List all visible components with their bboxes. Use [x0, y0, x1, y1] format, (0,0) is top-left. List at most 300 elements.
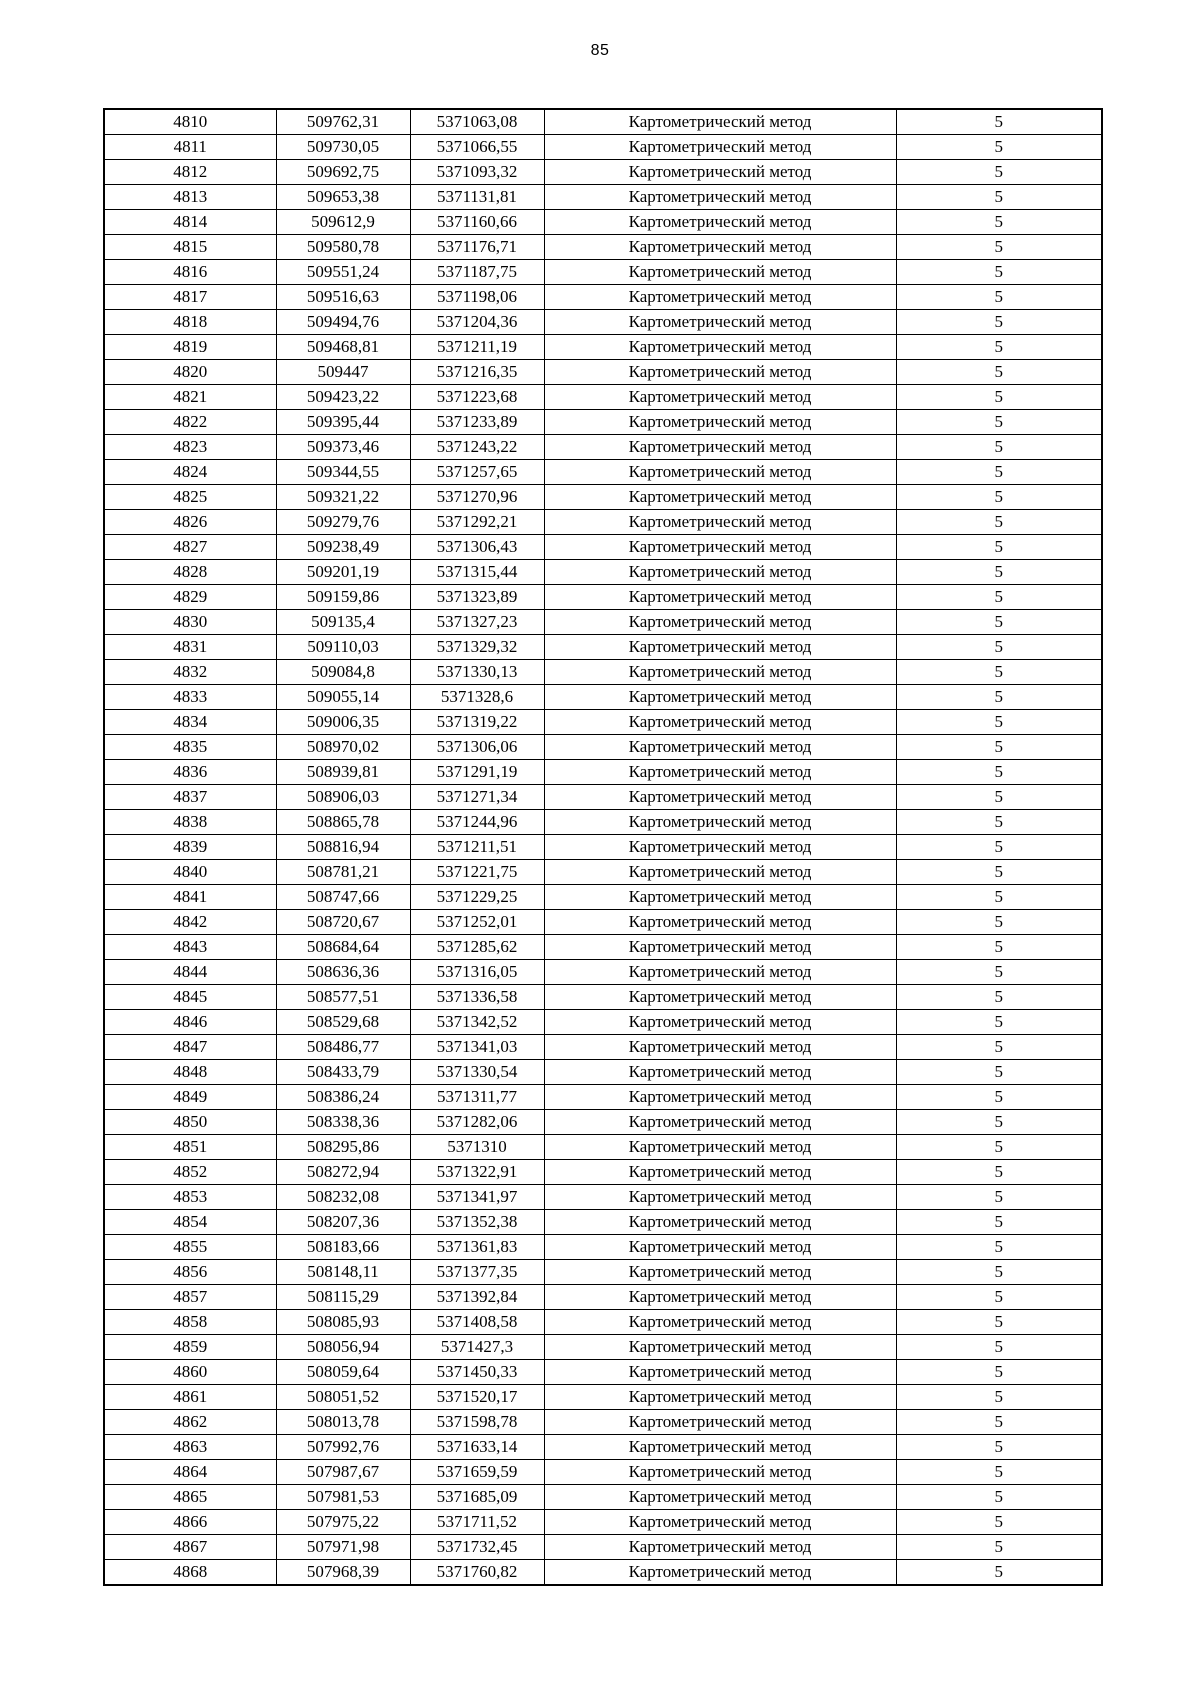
accuracy-cell: 5	[896, 410, 1102, 435]
accuracy-cell: 5	[896, 210, 1102, 235]
method-cell: Картометрический метод	[544, 860, 896, 885]
y-coordinate-cell: 5371306,06	[410, 735, 544, 760]
method-cell: Картометрический метод	[544, 660, 896, 685]
y-coordinate-cell: 5371131,81	[410, 185, 544, 210]
point-number-cell: 4830	[104, 610, 276, 635]
method-cell: Картометрический метод	[544, 235, 896, 260]
accuracy-cell: 5	[896, 735, 1102, 760]
x-coordinate-cell: 508272,94	[276, 1160, 410, 1185]
point-number-cell: 4838	[104, 810, 276, 835]
y-coordinate-cell: 5371292,21	[410, 510, 544, 535]
table-row	[104, 1560, 1102, 1586]
method-cell: Картометрический метод	[544, 1060, 896, 1085]
table-row	[104, 285, 1102, 310]
method-cell: Картометрический метод	[544, 985, 896, 1010]
table-row	[104, 1310, 1102, 1335]
accuracy-cell: 5	[896, 335, 1102, 360]
y-coordinate-cell: 5371229,25	[410, 885, 544, 910]
accuracy-cell: 5	[896, 1535, 1102, 1560]
accuracy-cell: 5	[896, 360, 1102, 385]
x-coordinate-cell: 509321,22	[276, 485, 410, 510]
point-number-cell: 4821	[104, 385, 276, 410]
table-row	[104, 560, 1102, 585]
y-coordinate-cell: 5371093,32	[410, 160, 544, 185]
x-coordinate-cell: 508636,36	[276, 960, 410, 985]
table-row	[104, 1060, 1102, 1085]
y-coordinate-cell: 5371392,84	[410, 1285, 544, 1310]
method-cell: Картометрический метод	[544, 1385, 896, 1410]
x-coordinate-cell: 509423,22	[276, 385, 410, 410]
method-cell: Картометрический метод	[544, 410, 896, 435]
method-cell: Картометрический метод	[544, 210, 896, 235]
y-coordinate-cell: 5371760,82	[410, 1560, 544, 1586]
x-coordinate-cell: 508085,93	[276, 1310, 410, 1335]
point-number-cell: 4864	[104, 1460, 276, 1485]
method-cell: Картометрический метод	[544, 835, 896, 860]
x-coordinate-cell: 508013,78	[276, 1410, 410, 1435]
accuracy-cell: 5	[896, 1310, 1102, 1335]
point-number-cell: 4832	[104, 660, 276, 685]
method-cell: Картометрический метод	[544, 1210, 896, 1235]
method-cell: Картометрический метод	[544, 1135, 896, 1160]
y-coordinate-cell: 5371427,3	[410, 1335, 544, 1360]
table-row	[104, 185, 1102, 210]
accuracy-cell: 5	[896, 510, 1102, 535]
y-coordinate-cell: 5371198,06	[410, 285, 544, 310]
point-number-cell: 4837	[104, 785, 276, 810]
point-number-cell: 4847	[104, 1035, 276, 1060]
y-coordinate-cell: 5371711,52	[410, 1510, 544, 1535]
x-coordinate-cell: 509055,14	[276, 685, 410, 710]
method-cell: Картометрический метод	[544, 1435, 896, 1460]
accuracy-cell: 5	[896, 610, 1102, 635]
point-number-cell: 4867	[104, 1535, 276, 1560]
accuracy-cell: 5	[896, 1185, 1102, 1210]
y-coordinate-cell: 5371685,09	[410, 1485, 544, 1510]
method-cell: Картометрический метод	[544, 1010, 896, 1035]
accuracy-cell: 5	[896, 1160, 1102, 1185]
point-number-cell: 4866	[104, 1510, 276, 1535]
method-cell: Картометрический метод	[544, 1535, 896, 1560]
x-coordinate-cell: 509447	[276, 360, 410, 385]
table-row	[104, 1185, 1102, 1210]
x-coordinate-cell: 509135,4	[276, 610, 410, 635]
accuracy-cell: 5	[896, 835, 1102, 860]
table-row	[104, 710, 1102, 735]
y-coordinate-cell: 5371285,62	[410, 935, 544, 960]
point-number-cell: 4829	[104, 585, 276, 610]
y-coordinate-cell: 5371257,65	[410, 460, 544, 485]
y-coordinate-cell: 5371063,08	[410, 109, 544, 135]
y-coordinate-cell: 5371187,75	[410, 260, 544, 285]
point-number-cell: 4811	[104, 135, 276, 160]
method-cell: Картометрический метод	[544, 935, 896, 960]
method-cell: Картометрический метод	[544, 585, 896, 610]
y-coordinate-cell: 5371252,01	[410, 910, 544, 935]
table-row	[104, 1260, 1102, 1285]
accuracy-cell: 5	[896, 1435, 1102, 1460]
table-row	[104, 535, 1102, 560]
y-coordinate-cell: 5371633,14	[410, 1435, 544, 1460]
accuracy-cell: 5	[896, 560, 1102, 585]
x-coordinate-cell: 507981,53	[276, 1485, 410, 1510]
x-coordinate-cell: 509551,24	[276, 260, 410, 285]
point-number-cell: 4848	[104, 1060, 276, 1085]
y-coordinate-cell: 5371408,58	[410, 1310, 544, 1335]
method-cell: Картометрический метод	[544, 510, 896, 535]
point-number-cell: 4815	[104, 235, 276, 260]
y-coordinate-cell: 5371330,13	[410, 660, 544, 685]
table-row	[104, 860, 1102, 885]
table-row	[104, 685, 1102, 710]
table-row	[104, 1485, 1102, 1510]
method-cell: Картометрический метод	[544, 485, 896, 510]
table-row	[104, 1110, 1102, 1135]
x-coordinate-cell: 509692,75	[276, 160, 410, 185]
point-number-cell: 4818	[104, 310, 276, 335]
point-number-cell: 4824	[104, 460, 276, 485]
table-row	[104, 635, 1102, 660]
accuracy-cell: 5	[896, 285, 1102, 310]
point-number-cell: 4855	[104, 1235, 276, 1260]
point-number-cell: 4831	[104, 635, 276, 660]
table-row	[104, 1160, 1102, 1185]
table-row	[104, 1035, 1102, 1060]
point-number-cell: 4841	[104, 885, 276, 910]
accuracy-cell: 5	[896, 1210, 1102, 1235]
table-row	[104, 885, 1102, 910]
point-number-cell: 4827	[104, 535, 276, 560]
coordinates-table	[103, 108, 1103, 1586]
x-coordinate-cell: 508183,66	[276, 1235, 410, 1260]
point-number-cell: 4850	[104, 1110, 276, 1135]
accuracy-cell: 5	[896, 935, 1102, 960]
x-coordinate-cell: 508295,86	[276, 1135, 410, 1160]
method-cell: Картометрический метод	[544, 560, 896, 585]
table-row	[104, 760, 1102, 785]
method-cell: Картометрический метод	[544, 1460, 896, 1485]
y-coordinate-cell: 5371732,45	[410, 1535, 544, 1560]
method-cell: Картометрический метод	[544, 1360, 896, 1385]
method-cell: Картометрический метод	[544, 1485, 896, 1510]
x-coordinate-cell: 509580,78	[276, 235, 410, 260]
accuracy-cell: 5	[896, 1485, 1102, 1510]
x-coordinate-cell: 508684,64	[276, 935, 410, 960]
x-coordinate-cell: 509201,19	[276, 560, 410, 585]
y-coordinate-cell: 5371598,78	[410, 1410, 544, 1435]
point-number-cell: 4814	[104, 210, 276, 235]
table-row	[104, 985, 1102, 1010]
accuracy-cell: 5	[896, 1110, 1102, 1135]
y-coordinate-cell: 5371216,35	[410, 360, 544, 385]
point-number-cell: 4836	[104, 760, 276, 785]
point-number-cell: 4816	[104, 260, 276, 285]
method-cell: Картометрический метод	[544, 1160, 896, 1185]
method-cell: Картометрический метод	[544, 1510, 896, 1535]
table-row	[104, 785, 1102, 810]
accuracy-cell: 5	[896, 1410, 1102, 1435]
table-row	[104, 1335, 1102, 1360]
accuracy-cell: 5	[896, 660, 1102, 685]
method-cell: Картометрический метод	[544, 260, 896, 285]
table-row	[104, 360, 1102, 385]
point-number-cell: 4852	[104, 1160, 276, 1185]
accuracy-cell: 5	[896, 460, 1102, 485]
accuracy-cell: 5	[896, 585, 1102, 610]
table-row	[104, 1435, 1102, 1460]
method-cell: Картометрический метод	[544, 109, 896, 135]
method-cell: Картометрический метод	[544, 535, 896, 560]
table-row	[104, 1360, 1102, 1385]
x-coordinate-cell: 508051,52	[276, 1385, 410, 1410]
method-cell: Картометрический метод	[544, 160, 896, 185]
x-coordinate-cell: 509110,03	[276, 635, 410, 660]
point-number-cell: 4825	[104, 485, 276, 510]
accuracy-cell: 5	[896, 760, 1102, 785]
accuracy-cell: 5	[896, 785, 1102, 810]
method-cell: Картометрический метод	[544, 385, 896, 410]
y-coordinate-cell: 5371291,19	[410, 760, 544, 785]
table-row	[104, 210, 1102, 235]
y-coordinate-cell: 5371341,97	[410, 1185, 544, 1210]
point-number-cell: 4853	[104, 1185, 276, 1210]
point-number-cell: 4868	[104, 1560, 276, 1586]
y-coordinate-cell: 5371328,6	[410, 685, 544, 710]
x-coordinate-cell: 508970,02	[276, 735, 410, 760]
point-number-cell: 4810	[104, 109, 276, 135]
point-number-cell: 4819	[104, 335, 276, 360]
table-row	[104, 260, 1102, 285]
table-row	[104, 1235, 1102, 1260]
y-coordinate-cell: 5371160,66	[410, 210, 544, 235]
y-coordinate-cell: 5371211,19	[410, 335, 544, 360]
method-cell: Картометрический метод	[544, 135, 896, 160]
method-cell: Картометрический метод	[544, 1185, 896, 1210]
y-coordinate-cell: 5371336,58	[410, 985, 544, 1010]
accuracy-cell: 5	[896, 310, 1102, 335]
point-number-cell: 4812	[104, 160, 276, 185]
x-coordinate-cell: 509612,9	[276, 210, 410, 235]
table-row	[104, 1210, 1102, 1235]
accuracy-cell: 5	[896, 1460, 1102, 1485]
y-coordinate-cell: 5371066,55	[410, 135, 544, 160]
table-row	[104, 585, 1102, 610]
accuracy-cell: 5	[896, 1035, 1102, 1060]
table-row	[104, 1535, 1102, 1560]
method-cell: Картометрический метод	[544, 1335, 896, 1360]
x-coordinate-cell: 509730,05	[276, 135, 410, 160]
accuracy-cell: 5	[896, 960, 1102, 985]
table-row	[104, 109, 1102, 135]
x-coordinate-cell: 508386,24	[276, 1085, 410, 1110]
point-number-cell: 4846	[104, 1010, 276, 1035]
x-coordinate-cell: 509159,86	[276, 585, 410, 610]
method-cell: Картометрический метод	[544, 710, 896, 735]
method-cell: Картометрический метод	[544, 910, 896, 935]
method-cell: Картометрический метод	[544, 760, 896, 785]
y-coordinate-cell: 5371223,68	[410, 385, 544, 410]
x-coordinate-cell: 509344,55	[276, 460, 410, 485]
x-coordinate-cell: 508781,21	[276, 860, 410, 885]
point-number-cell: 4858	[104, 1310, 276, 1335]
y-coordinate-cell: 5371342,52	[410, 1010, 544, 1035]
method-cell: Картометрический метод	[544, 1110, 896, 1135]
point-number-cell: 4822	[104, 410, 276, 435]
x-coordinate-cell: 507971,98	[276, 1535, 410, 1560]
table-row	[104, 310, 1102, 335]
method-cell: Картометрический метод	[544, 885, 896, 910]
x-coordinate-cell: 508115,29	[276, 1285, 410, 1310]
y-coordinate-cell: 5371233,89	[410, 410, 544, 435]
accuracy-cell: 5	[896, 1335, 1102, 1360]
point-number-cell: 4845	[104, 985, 276, 1010]
accuracy-cell: 5	[896, 1560, 1102, 1586]
y-coordinate-cell: 5371327,23	[410, 610, 544, 635]
method-cell: Картометрический метод	[544, 960, 896, 985]
page-number: 85	[590, 42, 610, 59]
table-row	[104, 910, 1102, 935]
y-coordinate-cell: 5371323,89	[410, 585, 544, 610]
x-coordinate-cell: 508906,03	[276, 785, 410, 810]
point-number-cell: 4865	[104, 1485, 276, 1510]
method-cell: Картометрический метод	[544, 360, 896, 385]
x-coordinate-cell: 508865,78	[276, 810, 410, 835]
accuracy-cell: 5	[896, 1010, 1102, 1035]
method-cell: Картометрический метод	[544, 1235, 896, 1260]
y-coordinate-cell: 5371322,91	[410, 1160, 544, 1185]
y-coordinate-cell: 5371361,83	[410, 1235, 544, 1260]
x-coordinate-cell: 508207,36	[276, 1210, 410, 1235]
method-cell: Картометрический метод	[544, 1560, 896, 1586]
method-cell: Картометрический метод	[544, 1310, 896, 1335]
method-cell: Картометрический метод	[544, 735, 896, 760]
point-number-cell: 4826	[104, 510, 276, 535]
x-coordinate-cell: 509279,76	[276, 510, 410, 535]
table-row	[104, 1010, 1102, 1035]
y-coordinate-cell: 5371319,22	[410, 710, 544, 735]
y-coordinate-cell: 5371377,35	[410, 1260, 544, 1285]
point-number-cell: 4840	[104, 860, 276, 885]
x-coordinate-cell: 508433,79	[276, 1060, 410, 1085]
accuracy-cell: 5	[896, 1085, 1102, 1110]
accuracy-cell: 5	[896, 1060, 1102, 1085]
accuracy-cell: 5	[896, 160, 1102, 185]
x-coordinate-cell: 509395,44	[276, 410, 410, 435]
point-number-cell: 4856	[104, 1260, 276, 1285]
table-row	[104, 1460, 1102, 1485]
table-row	[104, 960, 1102, 985]
y-coordinate-cell: 5371271,34	[410, 785, 544, 810]
point-number-cell: 4844	[104, 960, 276, 985]
method-cell: Картометрический метод	[544, 635, 896, 660]
method-cell: Картометрический метод	[544, 785, 896, 810]
table-row	[104, 810, 1102, 835]
table-row	[104, 935, 1102, 960]
x-coordinate-cell: 507987,67	[276, 1460, 410, 1485]
x-coordinate-cell: 509516,63	[276, 285, 410, 310]
table-row	[104, 1385, 1102, 1410]
x-coordinate-cell: 507968,39	[276, 1560, 410, 1586]
point-number-cell: 4817	[104, 285, 276, 310]
point-number-cell: 4859	[104, 1335, 276, 1360]
accuracy-cell: 5	[896, 1510, 1102, 1535]
method-cell: Картометрический метод	[544, 185, 896, 210]
y-coordinate-cell: 5371310	[410, 1135, 544, 1160]
x-coordinate-cell: 508577,51	[276, 985, 410, 1010]
y-coordinate-cell: 5371311,77	[410, 1085, 544, 1110]
x-coordinate-cell: 508529,68	[276, 1010, 410, 1035]
method-cell: Картометрический метод	[544, 1035, 896, 1060]
point-number-cell: 4839	[104, 835, 276, 860]
accuracy-cell: 5	[896, 635, 1102, 660]
accuracy-cell: 5	[896, 1385, 1102, 1410]
point-number-cell: 4861	[104, 1385, 276, 1410]
accuracy-cell: 5	[896, 685, 1102, 710]
accuracy-cell: 5	[896, 885, 1102, 910]
x-coordinate-cell: 508056,94	[276, 1335, 410, 1360]
table-row	[104, 835, 1102, 860]
table-row	[104, 1085, 1102, 1110]
accuracy-cell: 5	[896, 260, 1102, 285]
table-row	[104, 1510, 1102, 1535]
accuracy-cell: 5	[896, 1360, 1102, 1385]
method-cell: Картометрический метод	[544, 310, 896, 335]
y-coordinate-cell: 5371204,36	[410, 310, 544, 335]
point-number-cell: 4834	[104, 710, 276, 735]
table-row	[104, 510, 1102, 535]
point-number-cell: 4851	[104, 1135, 276, 1160]
point-number-cell: 4863	[104, 1435, 276, 1460]
point-number-cell: 4828	[104, 560, 276, 585]
point-number-cell: 4843	[104, 935, 276, 960]
accuracy-cell: 5	[896, 710, 1102, 735]
point-number-cell: 4857	[104, 1285, 276, 1310]
x-coordinate-cell: 508059,64	[276, 1360, 410, 1385]
point-number-cell: 4860	[104, 1360, 276, 1385]
table-row	[104, 160, 1102, 185]
y-coordinate-cell: 5371330,54	[410, 1060, 544, 1085]
accuracy-cell: 5	[896, 385, 1102, 410]
x-coordinate-cell: 509653,38	[276, 185, 410, 210]
table-row	[104, 660, 1102, 685]
y-coordinate-cell: 5371282,06	[410, 1110, 544, 1135]
method-cell: Картометрический метод	[544, 1285, 896, 1310]
method-cell: Картометрический метод	[544, 1260, 896, 1285]
accuracy-cell: 5	[896, 135, 1102, 160]
x-coordinate-cell: 508232,08	[276, 1185, 410, 1210]
y-coordinate-cell: 5371176,71	[410, 235, 544, 260]
table-row	[104, 410, 1102, 435]
x-coordinate-cell: 507992,76	[276, 1435, 410, 1460]
x-coordinate-cell: 509762,31	[276, 109, 410, 135]
point-number-cell: 4813	[104, 185, 276, 210]
x-coordinate-cell: 509006,35	[276, 710, 410, 735]
x-coordinate-cell: 507975,22	[276, 1510, 410, 1535]
y-coordinate-cell: 5371659,59	[410, 1460, 544, 1485]
y-coordinate-cell: 5371243,22	[410, 435, 544, 460]
accuracy-cell: 5	[896, 1135, 1102, 1160]
x-coordinate-cell: 509373,46	[276, 435, 410, 460]
y-coordinate-cell: 5371221,75	[410, 860, 544, 885]
table-row	[104, 235, 1102, 260]
y-coordinate-cell: 5371315,44	[410, 560, 544, 585]
y-coordinate-cell: 5371316,05	[410, 960, 544, 985]
y-coordinate-cell: 5371211,51	[410, 835, 544, 860]
table-row	[104, 335, 1102, 360]
table-row	[104, 1410, 1102, 1435]
accuracy-cell: 5	[896, 910, 1102, 935]
table-row	[104, 610, 1102, 635]
